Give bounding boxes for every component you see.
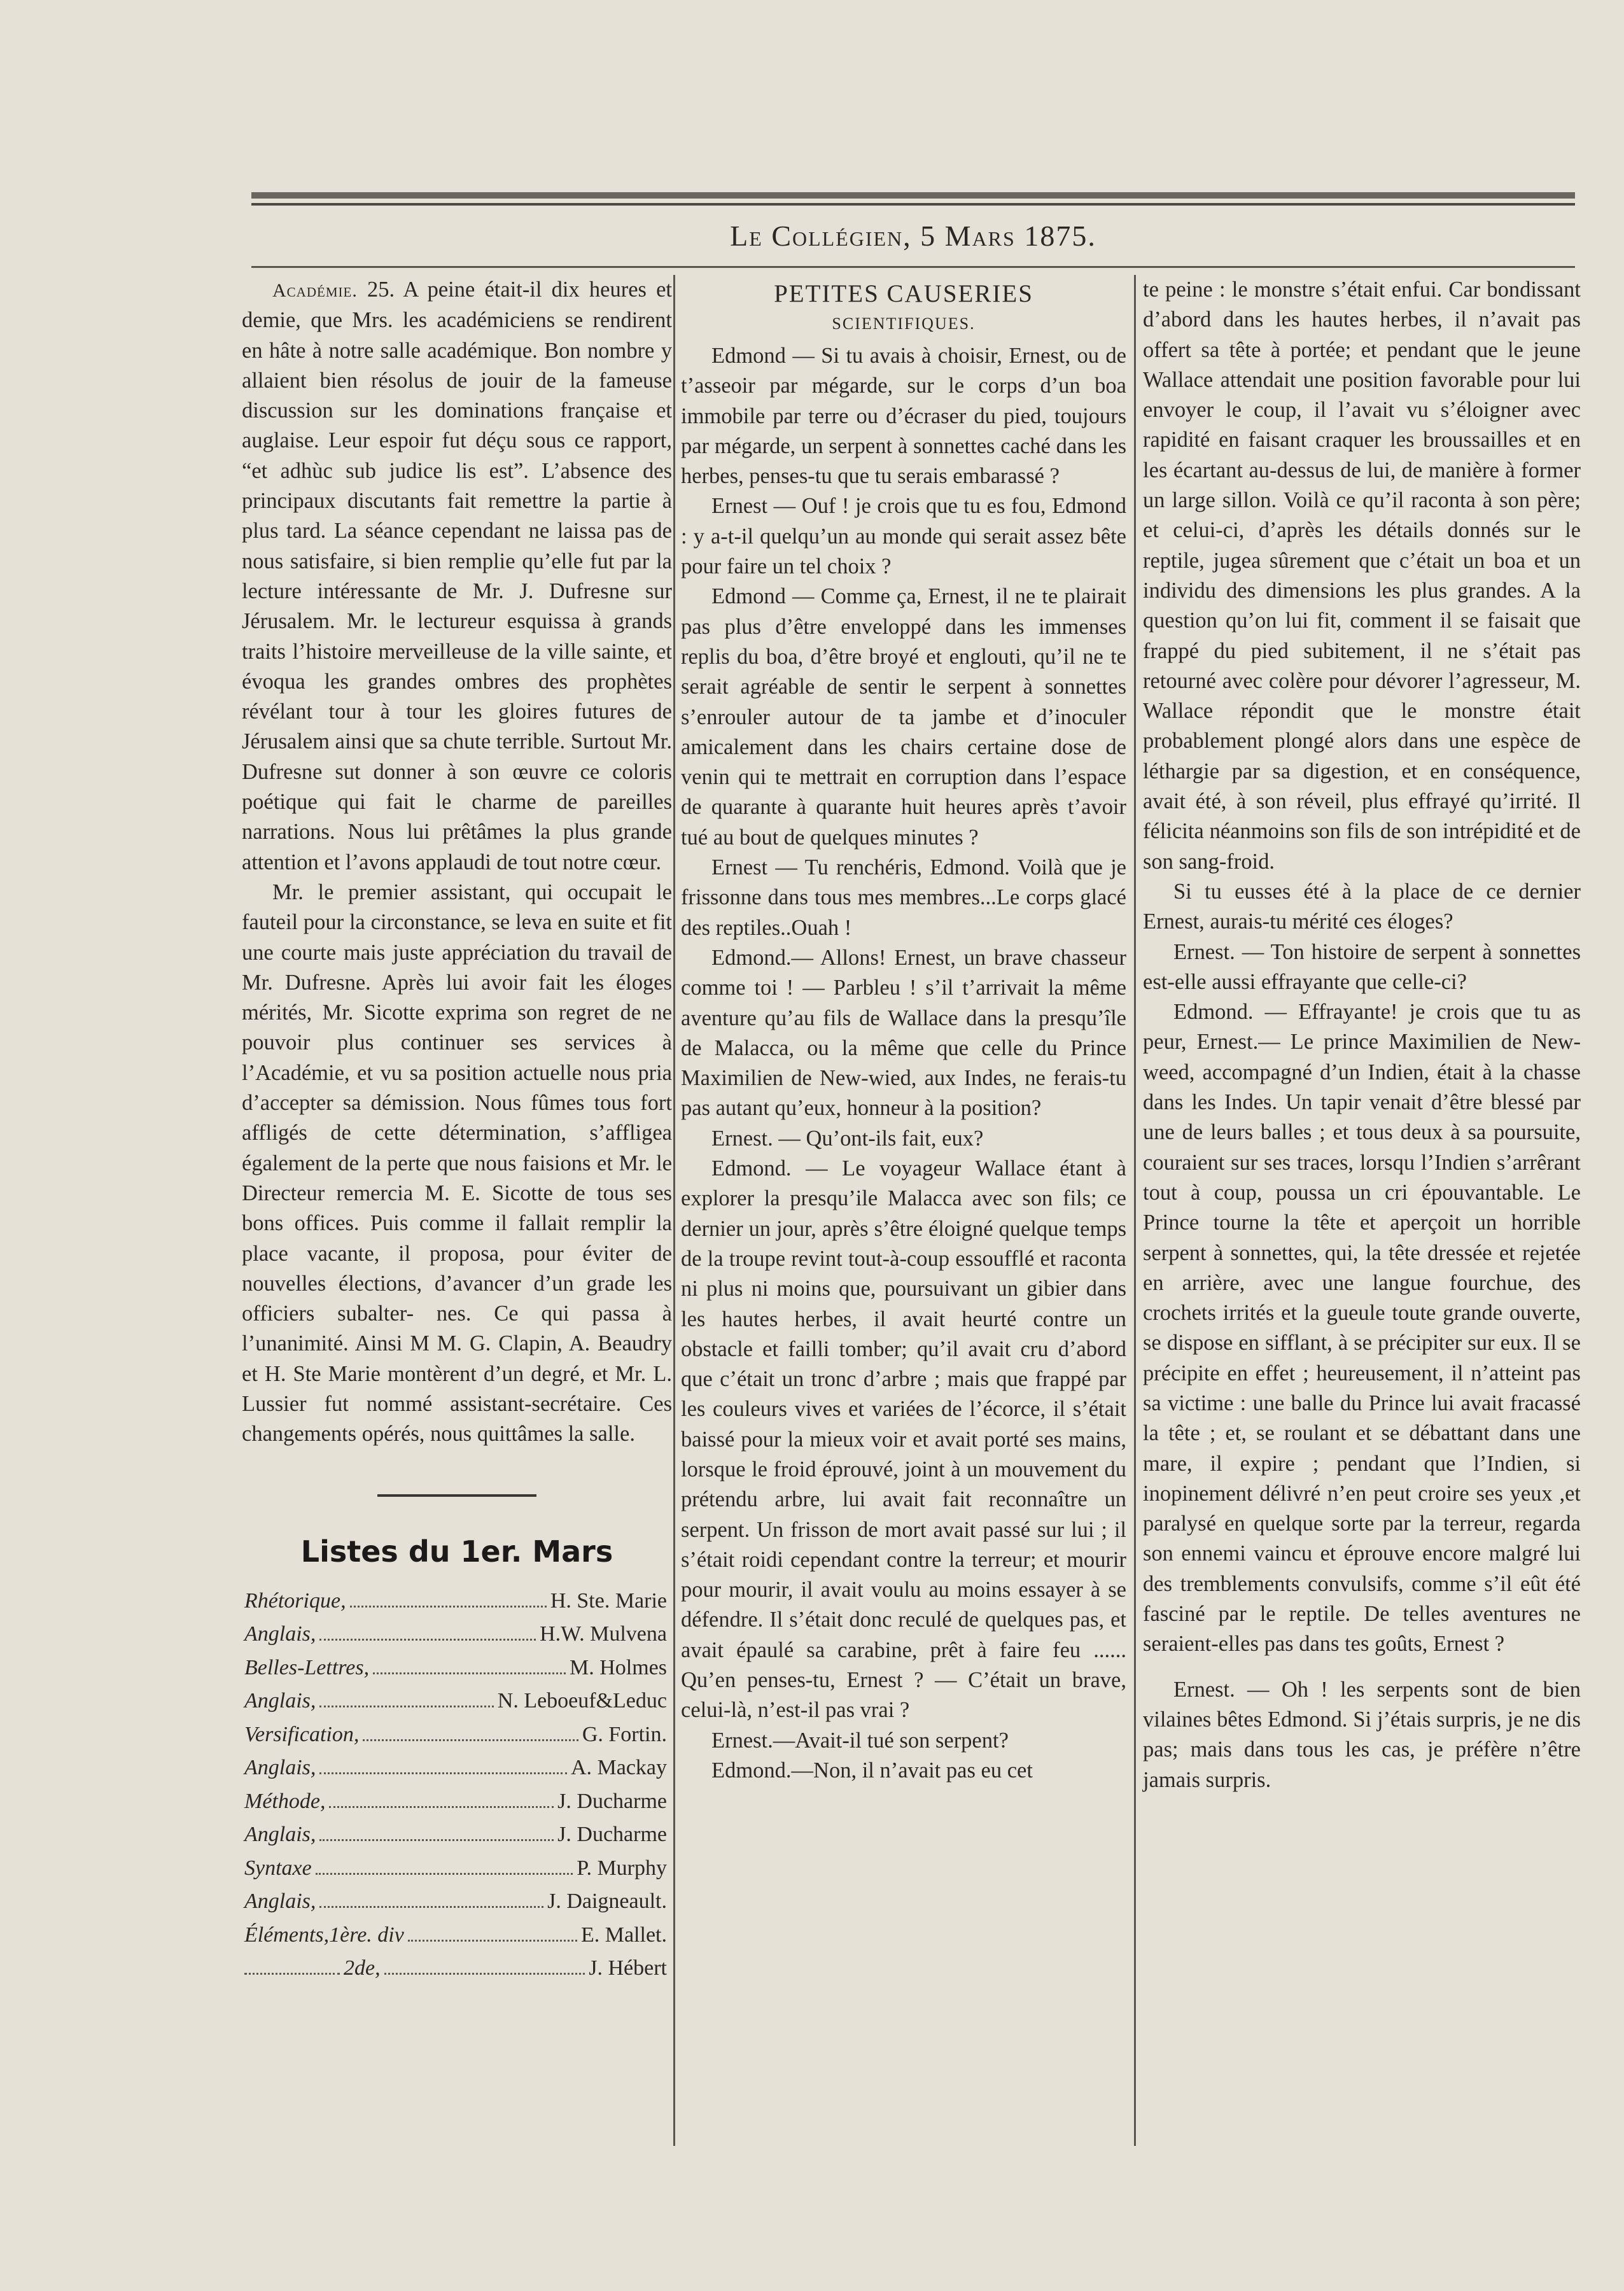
dialogue-paragraph: Edmond. — Le voyageur Wallace étant à explorer la presqu’ile Malacca avec son fils; ce dernier un jour, après s’être éloigné quelque temps de la troupe revint tout-à-coup essoufflé et raconta ni plus ni moins que, poursuivant un gibier dans les hautes herbes, il avait heurté contre un obstacle et failli tomber; qu’il avait cru d’abord que c’était un tronc d’arbre ; mais que frappé par les couleurs vives et variées de l’écorce, il s’était baissé pour la mieux voir et avait porté ses mains, lorsque le froid éprouvé, joint à un mouvement du prétendu arbre, lui avait fait reconnaître un serpent. Un frisson de mort avait passé sur lui ; il s’était roidi cependant contre la terreur; et mourir pour mourir, il avait voulu au moins essayer à se défendre. Il s’était donc reculé de quelques pas, et avait épaulé sa carabine, prêt à faire feu ...... Qu’en penses-tu, Ernest ? — C’était un brave, celui-là, n’est-il pas vrai ? xyxy=(681,1156,1126,1723)
dialogue-paragraph: Edmond — Comme ça, Ernest, il ne te plairait pas plus d’être enveloppé dans les immenses replis du boa, d’être broyé et englouti, qu’il ne te serait agréable de sentir le serpent à sonnettes s’enrouler autour de ta jambe et d’inoculer amicalement dans les chairs certaine dose de venin qui te mettrait en corruption dans l’espace de quarante à quarante huit heures après t’avoir tué au bout de quelques minutes ? xyxy=(681,584,1126,850)
section-divider xyxy=(377,1494,536,1497)
dialogue-paragraph: Edmond.— Allons! Ernest, un brave chasseur comme toi ! — Parbleu ! s’il t’arrivait la même aventure qu’au fils de Wallace dans la presqu’île de Malacca, ou la même que celle du Prince Maximilien de New-wied, aux Indes, ne ferais-tu pas autant qu’eux, honneur à la position? xyxy=(681,945,1126,1121)
dialogue-paragraph: Ernest. — Ton histoire de serpent à sonnettes est-elle aussi effrayante que celle-ci? xyxy=(1143,939,1581,994)
dialogue-paragraph: Ernest — Ouf ! je crois que tu es fou, Edmond : y a-t-il quelqu’un au monde qui serait assez bête pour faire un tel choix ? xyxy=(681,494,1126,579)
list-row: 2de, J. Hébert xyxy=(242,1952,672,1986)
masthead-rule-top xyxy=(251,192,1575,199)
column-divider xyxy=(673,275,675,2146)
dialogue-paragraph: Si tu eusses été à la place de ce dernier Ernest, aurais-tu mérité ces éloges? xyxy=(1143,879,1581,934)
dialogue-paragraph: Edmond — Si tu avais à choisir, Ernest, ou de t’asseoir par mégarde, sur le corps d’un boa immobile par terre ou d’écraser du pied, toujours par mégarde, un serpent à sonnettes caché dans les herbes, penses-tu que tu serais embarassé ? xyxy=(681,344,1126,489)
list-row: Belles-Lettres, M. Holmes xyxy=(244,1655,667,1679)
list-row: Anglais, H.W. Mulvena xyxy=(244,1622,667,1646)
listes-title: Listes du 1er. Mars xyxy=(300,1534,613,1569)
academie-text: 25. A peine était-il dix heures et demie, que Mrs. les académiciens se rendirent en hâte à notre salle académique. Bon nombre y allaient bien résolus de jouir de la fameuse discussion sur les dominations française et auglaise. Leur espoir fut déçu sous ce rapport, “et adhùc sub judice lis est”. L’absence des principaux discutants fait remettre la partie à plus tard. La séance cependant ne laissa pas de nous satisfaire, si bien remplie qu’elle fut par la lecture intéressante de Mr. J. Dufresne sur Jérusalem. Mr. le lectureur esquissa à grands traits l’histoire merveilleuse de la ville sainte, et évoqua les grandes ombres des prophètes révélant tour à tour les gloires futures de Jérusalem ainsi que sa chute terrible. Surtout Mr. Dufresne sut donner à son œuvre ce coloris poétique qui fait le charme de pareilles narrations. Nous lui prêtâmes la plus grande attention et l’avons applaudi de tout notre cœur. xyxy=(242,277,672,874)
causeries-subtitle: SCIENTIFIQUES. xyxy=(832,314,976,333)
running-header xyxy=(251,209,1575,263)
list-row: Syntaxe P. Murphy xyxy=(244,1856,667,1880)
dialogue-paragraph: Ernest. — Qu’ont-ils fait, eux? xyxy=(711,1126,984,1151)
list-row: Méthode, J. Ducharme xyxy=(244,1789,667,1813)
listes-table xyxy=(242,1585,672,1986)
list-row: Anglais, N. Leboeuf&Leduc xyxy=(244,1689,667,1713)
list-row: Versification, G. Fortin. xyxy=(244,1722,667,1746)
section-label-academie: Académie. xyxy=(272,280,358,301)
column-middle xyxy=(681,275,1126,1786)
column-right xyxy=(1143,275,1581,1795)
dialogue-paragraph: Ernest.—Avait-il tué son serpent? xyxy=(711,1728,1009,1753)
page-header-title: Le Collégien, 5 Mars 1875. xyxy=(730,220,1096,252)
column-left xyxy=(242,275,672,1986)
dialogue-paragraph: Ernest — Tu renchéris, Edmond. Voilà que je frissonne dans tous mes membres...Le corps glacé des reptiles..Ouah ! xyxy=(681,855,1126,940)
dialogue-paragraph: Ernest. — Oh ! les serpents sont de bien vilaines bêtes Edmond. Si j’étais surpris, je ne dis pas; mais dans tous les cas, je préfère n’être jamais surpris. xyxy=(1143,1677,1581,1792)
dialogue-paragraph: te peine : le monstre s’était enfui. Car bondissant d’abord dans les hautes herbes, il n’avait pas offert sa tête à portée; et pendant que le jeune Wallace attendait une position favorable pour lui envoyer le coup, il l’avait vu s’éloigner avec rapidité en faisant craquer les broussailles et en les écartant au-dessus de lui, de manière à former un large sillon. Voilà ce qu’il raconta à son père; et celui-ci, d’après les détails donnés sur le reptile, jugea sûrement que c’était un boa et un individu des dimensions les plus grandes. A la question qu’on lui fit, comment il se faisait que frappé du pied subitement, il ne s’était pas retourné avec colère pour dévorer l’agresseur, M. Wallace répondit que le monstre était probablement plongé alors dans une espèce de léthargie par sa digestion, et en conséquence, avait été, à son réveil, plus effrayé qu’irrité. Il félicita néanmoins son fils de son intrépidité et de son sang-froid. xyxy=(1143,277,1581,874)
list-row: Éléments,1ère. div E. Mallet. xyxy=(244,1923,667,1947)
academie-paragraph: Mr. le premier assistant, qui occupait le fauteil pour la circonstance, se leva en suite et fit une courte mais juste appréciation du travail de Mr. Dufresne. Après lui avoir fait les éloges mérités, Mr. Sicotte exprima son regret de ne pouvoir plus continuer ses services à l’Académie, et vu sa position actuelle nous pria d’accepter sa démission. Nous fûmes tous fort affligés de cette détermination, s’affligea également de la perte que nous faisions et Mr. le Directeur remercia M. E. Sicotte de tous ses bons offices. Puis comme il fallait remplir la place vacante, il proposa, pour éviter de nouvelles élections, d’avancer d’un grade les officiers subalter- nes. Ce qui passa à l’unanimité. Ainsi M M. G. Clapin, A. Beaudry et H. Ste Marie montèrent d’un degré, et Mr. L. Lussier fut nommé assistant-secrétaire. Ces changements opérés, nous quittâmes la salle. xyxy=(242,879,672,1447)
academie-paragraph xyxy=(242,275,672,878)
masthead-rule-thin xyxy=(251,203,1575,206)
dialogue-paragraph: Edmond.—Non, il n’avait pas eu cet xyxy=(711,1758,1033,1783)
header-rule xyxy=(251,266,1575,268)
list-row: Anglais, A. Mackay xyxy=(244,1756,667,1780)
list-row: Anglais, J. Ducharme xyxy=(244,1823,667,1847)
causeries-title: PETITES CAUSERIES xyxy=(774,280,1033,307)
list-row: Rhétorique, H. Ste. Marie xyxy=(244,1588,667,1613)
dialogue-paragraph: Edmond. — Effrayante! je crois que tu as peur, Ernest.— Le prince Maximilien de New-weed, accompagné d’un Indien, était à la chasse dans les Indes. Un tapir venait d’être blessé par une de leurs balles ; et tous deux à sa poursuite, couraient sur ses traces, lorsqu l’Indien s’arrêrant tout à coup, poussa un cri épouvantable. Le Prince tourne la tête et aperçoit un horrible serpent à sonnettes, qui, la tête dressée et rejetée en arrière, avec une langue fourchue, des crochets irrités et la gueule toute grande ouverte, se dispose en sifflant, à se précipiter sur eux. Il se précipite en effet ; heureusement, il n’atteint pas sa victime : une balle du Prince lui avait fracassé la tête ; et, se roulant et se débattant dans une mare, il expire ; pendant que l’Indien, si inopinement délivré n’en peut croire ses yeux ,et paralysé en quelque sorte par la terreur, regarda son ennemi vaincu et éprouve encore malgré lui des tremblements convulsifs, comme s’il eût été fasciné par le reptile. De telles aventures ne seraient-elles pas dans tes goûts, Ernest ? xyxy=(1143,1000,1581,1657)
list-row: Anglais, J. Daigneault. xyxy=(244,1889,667,1914)
column-divider xyxy=(1134,275,1136,2146)
